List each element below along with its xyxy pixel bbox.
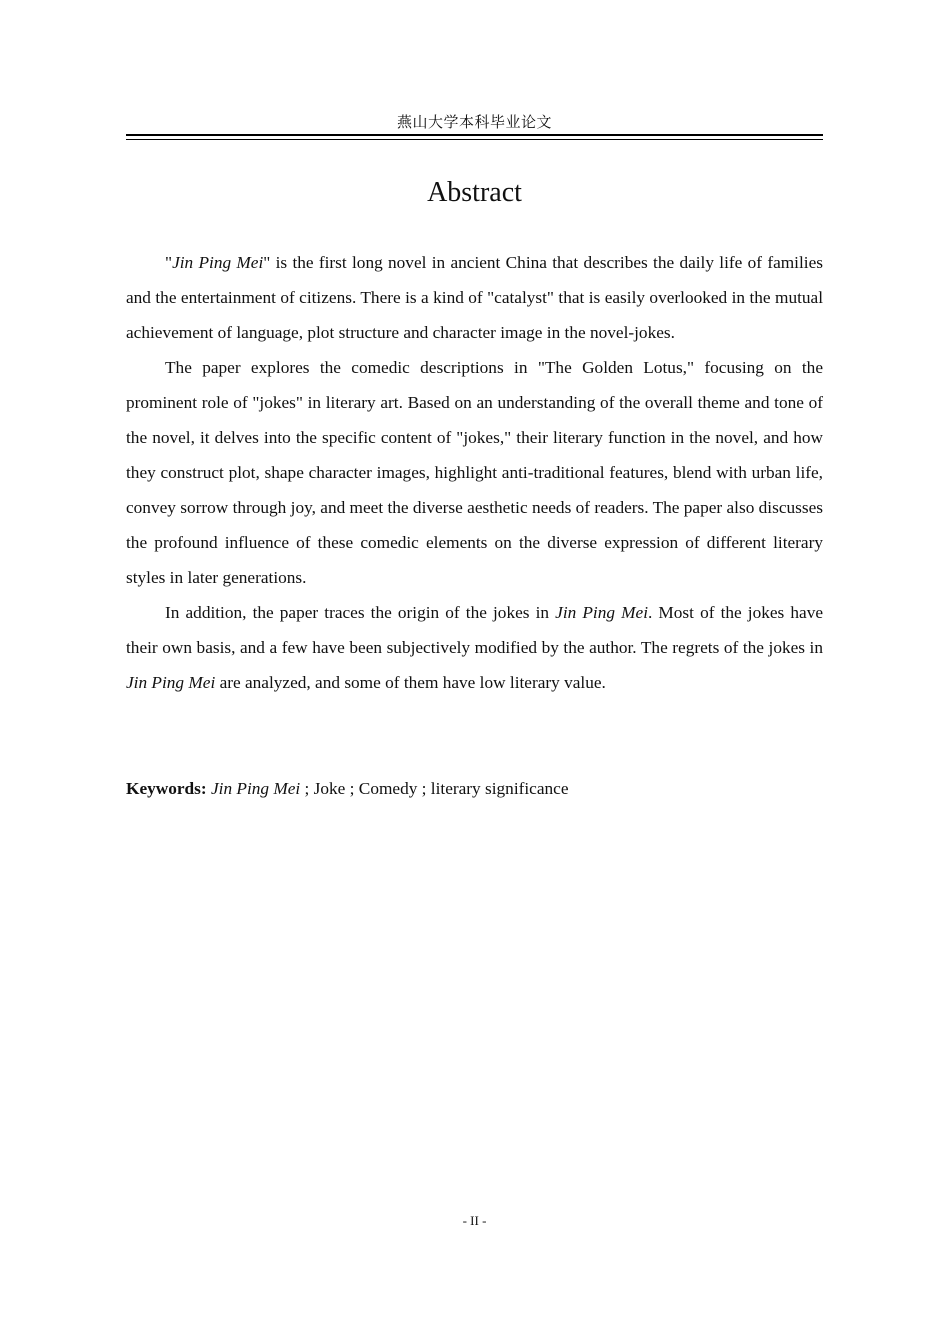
quote-open: " <box>165 253 173 272</box>
keyword-novel-title: Jin Ping Mei <box>210 779 301 798</box>
keywords-label: Keywords: <box>126 779 207 798</box>
page-number: - II - <box>462 1213 487 1228</box>
paragraph-text: " is the first long novel in ancient China that describes the daily life of families and the entertainment of citizens. There is a kind of "catalyst" that is easily overlooked in the mutual achievement of language, plot structure and character image in the novel-jokes. <box>126 253 823 342</box>
novel-title: Jin Ping Mei <box>172 253 264 272</box>
page-title: Abstract <box>427 177 522 208</box>
novel-title: Jin Ping Mei <box>555 603 648 622</box>
paragraph-text: are analyzed, and some of them have low literary value. <box>215 673 606 692</box>
abstract-paragraph-3 <box>126 595 823 700</box>
abstract-paragraph-2: The paper explores the comedic descriptions in "The Golden Lotus," focusing on the prominent role of "jokes" in literary art. Based on an understanding of the overall theme and tone of the novel, it delves into the specific content of "jokes," their literary function in the novel, and how they construct plot, shape character images, highlight anti-traditional features, blend with urban life, convey sorrow through joy, and meet the diverse aesthetic needs of readers. The paper also discusses the profound influence of these comedic elements on the diverse expression of different literary styles in later generations. <box>126 358 823 587</box>
novel-title: Jin Ping Mei <box>126 673 216 692</box>
keywords-list: ; Joke ; Comedy ; literary significance <box>300 779 569 798</box>
abstract-paragraph-1 <box>126 245 823 350</box>
paragraph-text: . Most of the jokes have their own basis, and a few have been subjectively modified by the author. The regrets of the jokes in <box>126 603 824 657</box>
abstract-body <box>126 245 823 700</box>
paragraph-text: In addition, the paper traces the origin of the jokes in <box>165 603 556 622</box>
running-header: 燕山大学本科毕业论文 <box>396 115 552 131</box>
header-rule-thin <box>126 139 823 140</box>
header-rule-thick <box>126 134 823 136</box>
keywords-line <box>126 771 823 806</box>
